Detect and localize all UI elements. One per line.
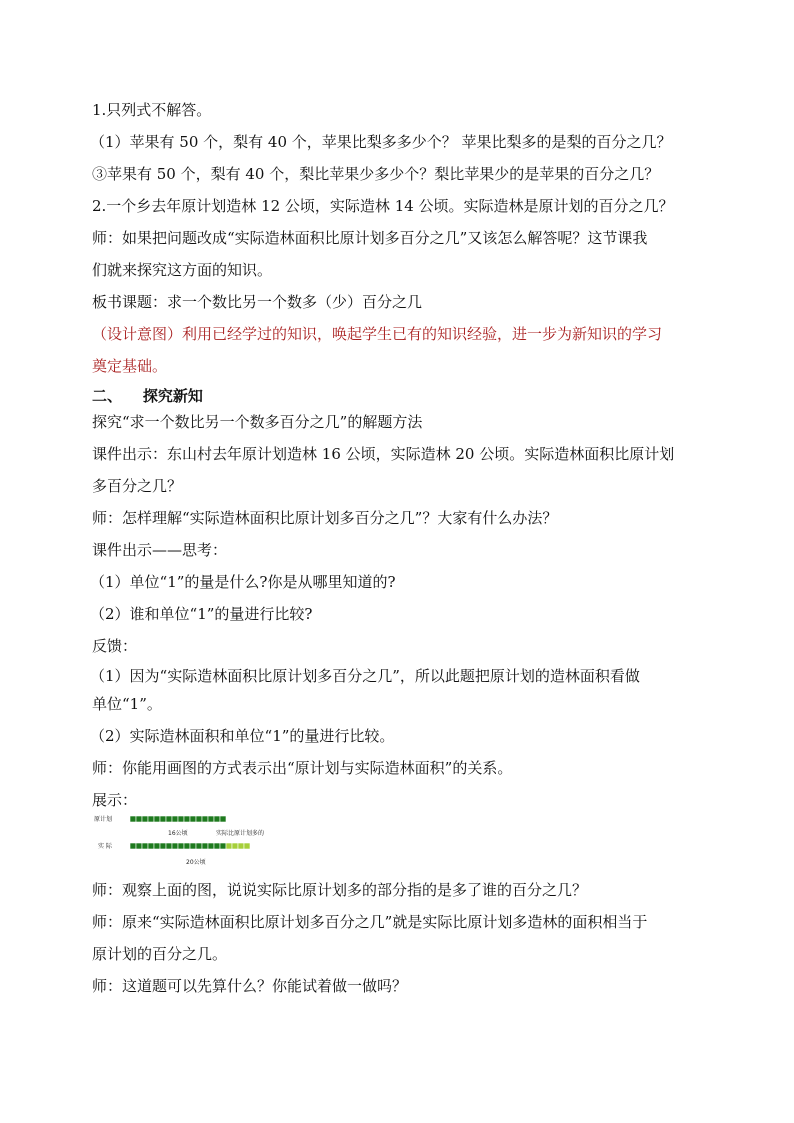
bar-segment bbox=[196, 843, 202, 849]
text-line: 展示： bbox=[92, 791, 138, 809]
design-intent-text: （设计意图）利用已经学过的知识，唤起学生已有的知识经验，进一步为新知识的学习 bbox=[92, 325, 663, 343]
bar-segment bbox=[208, 816, 214, 822]
lesson-title: 板书课题：求一个数比另一个数多（少）百分之几 bbox=[92, 293, 423, 311]
text-line: （2）谁和单位“1”的量进行比较? bbox=[90, 605, 313, 623]
area-comparison-diagram bbox=[92, 812, 272, 866]
text-line: 2.一个乡去年原计划造林 12 公顷，实际造林 14 公顷。实际造林是原计划的百分之几？ bbox=[92, 197, 674, 215]
text-line: （2）实际造林面积和单位“1”的量进行比较。 bbox=[90, 727, 395, 745]
text-line: 原计划的百分之几。 bbox=[92, 945, 228, 963]
planned-amount-label: 16公顷 bbox=[168, 830, 188, 837]
text-line: 师：怎样理解“实际造林面积比原计划多百分之几”？大家有什么办法？ bbox=[92, 509, 558, 527]
bar-segment bbox=[208, 843, 214, 849]
bar-segment bbox=[220, 843, 226, 849]
bar-segment bbox=[130, 816, 136, 822]
text-line: 课件出示——思考： bbox=[92, 541, 228, 559]
bar-segment bbox=[184, 843, 190, 849]
text-line: 师：观察上面的图，说说实际比原计划多的部分指的是多了谁的百分之几？ bbox=[92, 881, 588, 899]
bar-segment bbox=[130, 843, 136, 849]
extra-amount-label: 实际比原计划多的 bbox=[216, 830, 265, 837]
text-line: 1.只列式不解答。 bbox=[92, 101, 212, 119]
bar-segment bbox=[178, 843, 184, 849]
text-line: 单位“1”。 bbox=[92, 695, 162, 713]
section-heading: 二、 探究新知 bbox=[92, 387, 203, 405]
extra-bar-segment bbox=[232, 843, 238, 849]
planned-label: 原计划 bbox=[94, 816, 113, 823]
bar-segment bbox=[154, 843, 160, 849]
bar-segment bbox=[160, 843, 166, 849]
extra-bar-segment bbox=[244, 843, 250, 849]
bar-segment bbox=[154, 816, 160, 822]
extra-bar-segment bbox=[238, 843, 244, 849]
extra-bar-segment bbox=[226, 843, 232, 849]
bar-segment bbox=[142, 816, 148, 822]
bar-segment bbox=[148, 843, 154, 849]
text-line: 探究“求一个数比另一个数多百分之几”的解题方法 bbox=[92, 413, 423, 431]
bar-segment bbox=[148, 816, 154, 822]
actual-amount-label: 20公顷 bbox=[186, 859, 206, 866]
text-line: 反馈： bbox=[92, 637, 138, 655]
text-line: 师：你能用画图的方式表示出“原计划与实际造林面积”的关系。 bbox=[92, 759, 513, 777]
text-line: （1）苹果有 50 个，梨有 40 个，苹果比梨多多少个？ 苹果比梨多的是梨的百分之几？ bbox=[90, 133, 672, 151]
bar-segment bbox=[136, 843, 142, 849]
bar-segment bbox=[202, 843, 208, 849]
bar-segment bbox=[178, 816, 184, 822]
text-line: 们就来探究这方面的知识。 bbox=[92, 261, 273, 279]
text-line: 师：如果把问题改成“实际造林面积比原计划多百分之几”又该怎么解答呢？这节课我 bbox=[92, 229, 648, 247]
text-line: 师：这道题可以先算什么？你能试着做一做吗？ bbox=[92, 977, 408, 995]
bar-segment bbox=[214, 843, 220, 849]
text-line: 多百分之几？ bbox=[92, 477, 183, 495]
actual-label: 实 际 bbox=[98, 843, 112, 850]
design-intent-text: 奠定基础。 bbox=[92, 357, 168, 375]
text-line: ③苹果有 50 个，梨有 40 个，梨比苹果少多少个？梨比苹果少的是苹果的百分之几？ bbox=[92, 165, 660, 183]
planned-bar bbox=[130, 816, 226, 822]
bar-segment bbox=[184, 816, 190, 822]
bar-segment bbox=[142, 843, 148, 849]
bar-segment bbox=[172, 816, 178, 822]
bar-segment bbox=[166, 843, 172, 849]
bar-segment bbox=[190, 816, 196, 822]
bar-segment bbox=[196, 816, 202, 822]
bar-segment bbox=[166, 816, 172, 822]
text-line: （1）因为“实际造林面积比原计划多百分之几”，所以此题把原计划的造林面积看做 bbox=[90, 667, 640, 685]
text-line: 课件出示：东山村去年原计划造林 16 公顷，实际造林 20 公顷。实际造林面积比原计划 bbox=[92, 445, 675, 463]
bar-segment bbox=[190, 843, 196, 849]
text-line: （1）单位“1”的量是什么?你是从哪里知道的? bbox=[90, 573, 396, 591]
bar-segment bbox=[214, 816, 220, 822]
bar-segment bbox=[220, 816, 226, 822]
bar-segment bbox=[136, 816, 142, 822]
text-line: 师：原来“实际造林面积比原计划多百分之几”就是实际比原计划多造林的面积相当于 bbox=[92, 913, 648, 931]
actual-bar bbox=[130, 843, 250, 849]
bar-segment bbox=[160, 816, 166, 822]
bar-segment bbox=[202, 816, 208, 822]
bar-segment bbox=[172, 843, 178, 849]
